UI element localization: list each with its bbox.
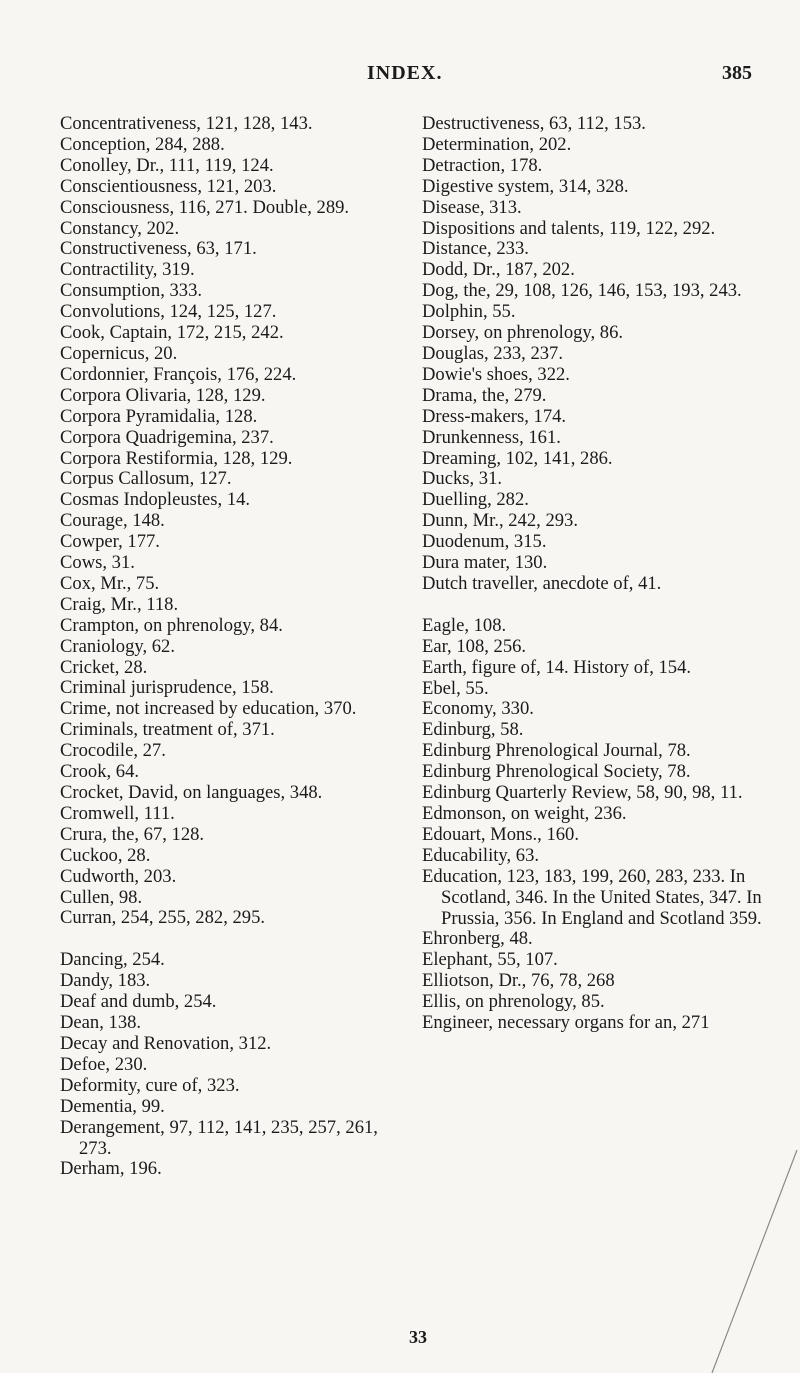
index-entry: Dog, the, 29, 108, 126, 146, 153, 193, 243. xyxy=(422,280,742,302)
index-entry: Cuckoo, 28. xyxy=(60,844,151,866)
index-entry: Drama, the, 279. xyxy=(422,384,547,406)
index-entry: Corpora Pyramidalia, 128. xyxy=(60,405,258,427)
index-entry: Elliotson, Dr., 76, 78, 268 xyxy=(422,970,615,992)
index-entry: Courage, 148. xyxy=(60,510,165,532)
index-entry: Dandy, 183. xyxy=(60,970,151,992)
index-entry: Cudworth, 203. xyxy=(60,865,177,887)
index-entry: Crocodile, 27. xyxy=(60,740,166,762)
index-entry: Crocket, David, on languages, 348. xyxy=(60,782,323,803)
index-entry: Dutch traveller, anecdote of, 41. xyxy=(422,572,662,594)
index-entry: Cowper, 177. xyxy=(60,531,160,553)
index-entry: Corpora Olivaria, 128, 129. xyxy=(60,384,266,406)
index-entry: Edouart, Mons., 160. xyxy=(422,823,580,845)
index-entry: Cullen, 98. xyxy=(60,886,143,908)
index-entry: Ellis, on phrenology, 85. xyxy=(422,991,605,1013)
index-column-right xyxy=(422,114,782,1034)
signature-mark: 33 xyxy=(409,1327,427,1347)
index-entry: Cricket, 28. xyxy=(60,656,148,678)
index-entry: Craig, Mr., 118. xyxy=(60,593,179,615)
index-entry: Crura, the, 67, 128. xyxy=(60,823,205,845)
index-entry: Destructiveness, 63, 112, 153. xyxy=(422,113,646,134)
index-entry: Derangement, 97, 112, 141, 235, 257, 261, 273. xyxy=(60,1116,378,1159)
index-entry: Crime, not increased by education, 370. xyxy=(60,698,357,720)
index-entry: Copernicus, 20. xyxy=(60,342,178,364)
index-entry: Edinburg, 58. xyxy=(422,719,524,741)
index-entry: Dementia, 99. xyxy=(60,1095,165,1117)
index-entry: Deaf and dumb, 254. xyxy=(60,991,217,1013)
index-entry: Dispositions and talents, 119, 122, 292. xyxy=(422,217,716,239)
index-entry: Conception, 284, 288. xyxy=(60,133,225,155)
index-entry: Dolphin, 55. xyxy=(422,301,516,323)
index-entry: Corpus Callosum, 127. xyxy=(60,468,232,490)
index-entry: Drunkenness, 161. xyxy=(422,426,561,448)
index-entry: Edinburg Phrenological Society, 78. xyxy=(422,761,691,783)
section-gap xyxy=(60,929,408,950)
index-entry: Ebel, 55. xyxy=(422,677,489,699)
index-entry: Constancy, 202. xyxy=(60,217,180,239)
index-entry: Dreaming, 102, 141, 286. xyxy=(422,447,613,469)
index-entry: Criminal jurisprudence, 158. xyxy=(60,677,274,699)
index-entry: Distance, 233. xyxy=(422,238,529,260)
index-entry: Corpora Quadrigemina, 237. xyxy=(60,426,274,448)
index-entry: Cook, Captain, 172, 215, 242. xyxy=(60,322,284,344)
index-entry: Deformity, cure of, 323. xyxy=(60,1074,240,1096)
index-entry: Craniology, 62. xyxy=(60,635,175,657)
index-entry: Derham, 196. xyxy=(60,1158,162,1180)
index-entry: Cromwell, 111. xyxy=(60,802,175,824)
index-entry: Detraction, 178. xyxy=(422,154,543,176)
index-entry: Defoe, 230. xyxy=(60,1053,148,1075)
index-entry: Crook, 64. xyxy=(60,761,140,783)
index-entry: Criminals, treatment of, 371. xyxy=(60,719,275,741)
index-entry: Cox, Mr., 75. xyxy=(60,572,160,594)
page-number: 385 xyxy=(722,62,752,84)
index-entry: Conscientiousness, 121, 203. xyxy=(60,175,277,197)
index-entry: Corpora Restiformia, 128, 129. xyxy=(60,447,293,469)
index-entry: Ehronberg, 48. xyxy=(422,928,533,950)
index-entry: Contractility, 319. xyxy=(60,259,195,281)
index-entry: Cordonnier, François, 176, 224. xyxy=(60,363,297,385)
index-entry: Edinburg Quarterly Review, 58, 90, 98, 11. xyxy=(422,782,743,804)
index-entry: Dorsey, on phrenology, 86. xyxy=(422,322,624,344)
index-column-left xyxy=(60,114,408,1180)
index-entry: Disease, 313. xyxy=(422,196,522,218)
index-entry: Education, 123, 183, 199, 260, 283, 233. In Scotland, 346. In the United States, 347. In Prussia, 356. In England and Scotland 359. xyxy=(422,865,762,929)
index-entry: Eagle, 108. xyxy=(422,614,507,636)
running-title: INDEX. xyxy=(367,62,443,84)
index-entry: Edmonson, on weight, 236. xyxy=(422,803,627,824)
index-entry: Educability, 63. xyxy=(422,844,540,866)
index-entry: Dress-makers, 174. xyxy=(422,405,567,427)
index-entry: Duodenum, 315. xyxy=(422,531,547,553)
index-entry: Consciousness, 116, 271. Double, 289. xyxy=(60,196,350,218)
index-entry: Consumption, 333. xyxy=(60,280,203,302)
index-entry: Ducks, 31. xyxy=(422,468,503,490)
index-entry: Cows, 31. xyxy=(60,552,135,574)
index-entry: Dowie's shoes, 322. xyxy=(422,363,570,385)
index-entry: Dura mater, 130. xyxy=(422,552,548,574)
index-entry: Digestive system, 314, 328. xyxy=(422,175,629,197)
index-entry: Dunn, Mr., 242, 293. xyxy=(422,510,578,532)
index-entry: Elephant, 55, 107. xyxy=(422,949,558,971)
index-entry: Cosmas Indopleustes, 14. xyxy=(60,489,251,511)
index-entry: Determination, 202. xyxy=(422,133,572,155)
index-entry: Constructiveness, 63, 171. xyxy=(60,238,257,260)
index-entry: Economy, 330. xyxy=(422,698,534,720)
index-entry: Concentrativeness, 121, 128, 143. xyxy=(60,113,313,134)
page-header xyxy=(0,62,800,92)
index-entry: Curran, 254, 255, 282, 295. xyxy=(60,907,266,929)
index-entry: Ear, 108, 256. xyxy=(422,635,527,657)
index-entry: Dancing, 254. xyxy=(60,949,165,971)
section-gap xyxy=(422,595,782,616)
index-entry: Decay and Renovation, 312. xyxy=(60,1032,272,1054)
index-entry: Earth, figure of, 14. History of, 154. xyxy=(422,656,692,678)
index-entry: Dodd, Dr., 187, 202. xyxy=(422,259,575,281)
index-entry: Crampton, on phrenology, 84. xyxy=(60,614,283,636)
index-entry: Convolutions, 124, 125, 127. xyxy=(60,301,277,323)
index-entry: Dean, 138. xyxy=(60,1012,142,1034)
index-entry: Edinburg Phrenological Journal, 78. xyxy=(422,740,691,762)
index-entry: Conolley, Dr., 111, 119, 124. xyxy=(60,154,274,176)
index-entry: Duelling, 282. xyxy=(422,489,529,511)
index-entry: Engineer, necessary organs for an, 271 xyxy=(422,1012,710,1034)
index-entry: Douglas, 233, 237. xyxy=(422,342,563,364)
